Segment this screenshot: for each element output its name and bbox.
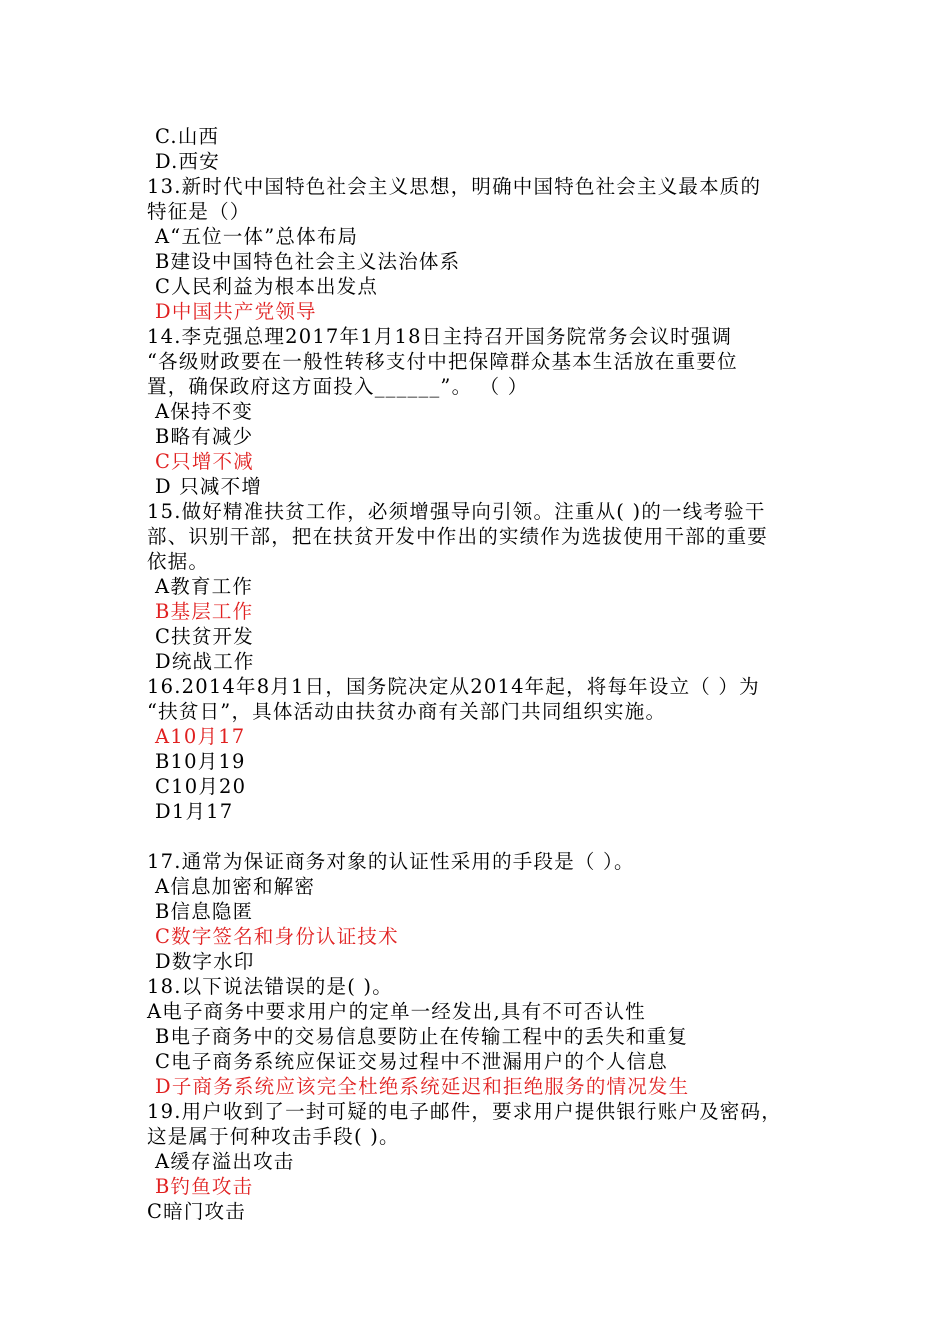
answer-option: A10月17 <box>155 725 246 748</box>
question-text: 17.通常为保证商务对象的认证性采用的手段是（ ）。 <box>147 850 635 873</box>
option-text: B信息隐匿 <box>155 900 254 923</box>
question-text: 13.新时代中国特色社会主义思想，明确中国特色社会主义最本质的 <box>147 175 762 198</box>
option-text: C电子商务系统应保证交易过程中不泄漏用户的个人信息 <box>155 1050 668 1073</box>
option-text: A信息加密和解密 <box>155 875 316 898</box>
question-text: 置，确保政府这方面投入______”。 （ ） <box>147 375 529 398</box>
question-text: 依据。 <box>147 550 210 573</box>
option-text: B电子商务中的交易信息要防止在传输工程中的丢失和重复 <box>155 1025 689 1048</box>
answer-option: D中国共产党领导 <box>155 300 317 323</box>
answer-option: C数字签名和身份认证技术 <box>155 925 399 948</box>
document-page <box>147 124 827 1224</box>
question-text: 14.李克强总理2017年1月18日主持召开国务院常务会议时强调 <box>147 325 733 348</box>
question-text: 16.2014年8月1日，国务院决定从2014年起，将每年设立（ ）为 <box>147 675 760 698</box>
answer-option: C只增不减 <box>155 450 254 473</box>
option-text: A教育工作 <box>155 575 254 598</box>
question-text: 特征是（） <box>147 200 251 223</box>
option-text: C人民利益为根本出发点 <box>155 275 379 298</box>
option-text: A保持不变 <box>155 400 254 423</box>
question-text: 部、识别干部，把在扶贫开发中作出的实绩作为选拔使用干部的重要 <box>147 525 769 548</box>
option-text: A电子商务中要求用户的定单一经发出,具有不可否认性 <box>147 1000 646 1023</box>
answer-option: D子商务系统应该完全杜绝系统延迟和拒绝服务的情况发生 <box>155 1075 690 1098</box>
option-text: C10月20 <box>155 775 247 798</box>
option-text: C扶贫开发 <box>155 625 254 648</box>
option-text: C.山西 <box>155 125 220 148</box>
question-text: “扶贫日”，具体活动由扶贫办商有关部门共同组织实施。 <box>147 700 667 723</box>
question-text: 18.以下说法错误的是( )。 <box>147 975 393 998</box>
question-text: 15.做好精准扶贫工作，必须增强导向引领。注重从( )的一线考验干 <box>147 500 766 523</box>
option-text: A“五位一体”总体布局 <box>155 225 359 248</box>
option-text: D 只减不增 <box>155 475 263 498</box>
question-text: 19.用户收到了一封可疑的电子邮件，要求用户提供银行账户及密码， <box>147 1100 782 1123</box>
option-text: D1月17 <box>155 800 234 823</box>
option-text: B建设中国特色社会主义法治体系 <box>155 250 461 273</box>
option-text: A缓存溢出攻击 <box>155 1150 295 1173</box>
answer-option: B钓鱼攻击 <box>155 1175 254 1198</box>
question-text: “各级财政要在一般性转移支付中把保障群众基本生活放在重要位 <box>147 350 738 373</box>
blank-line <box>147 824 827 849</box>
option-text: C暗门攻击 <box>147 1200 246 1223</box>
answer-option: B基层工作 <box>155 600 254 623</box>
option-text: B略有减少 <box>155 425 254 448</box>
option-text: D数字水印 <box>155 950 255 973</box>
option-text: D统战工作 <box>155 650 255 673</box>
question-text: 这是属于何种攻击手段( )。 <box>147 1125 400 1148</box>
option-text: D.西安 <box>155 150 220 173</box>
option-text: B10月19 <box>155 750 246 773</box>
